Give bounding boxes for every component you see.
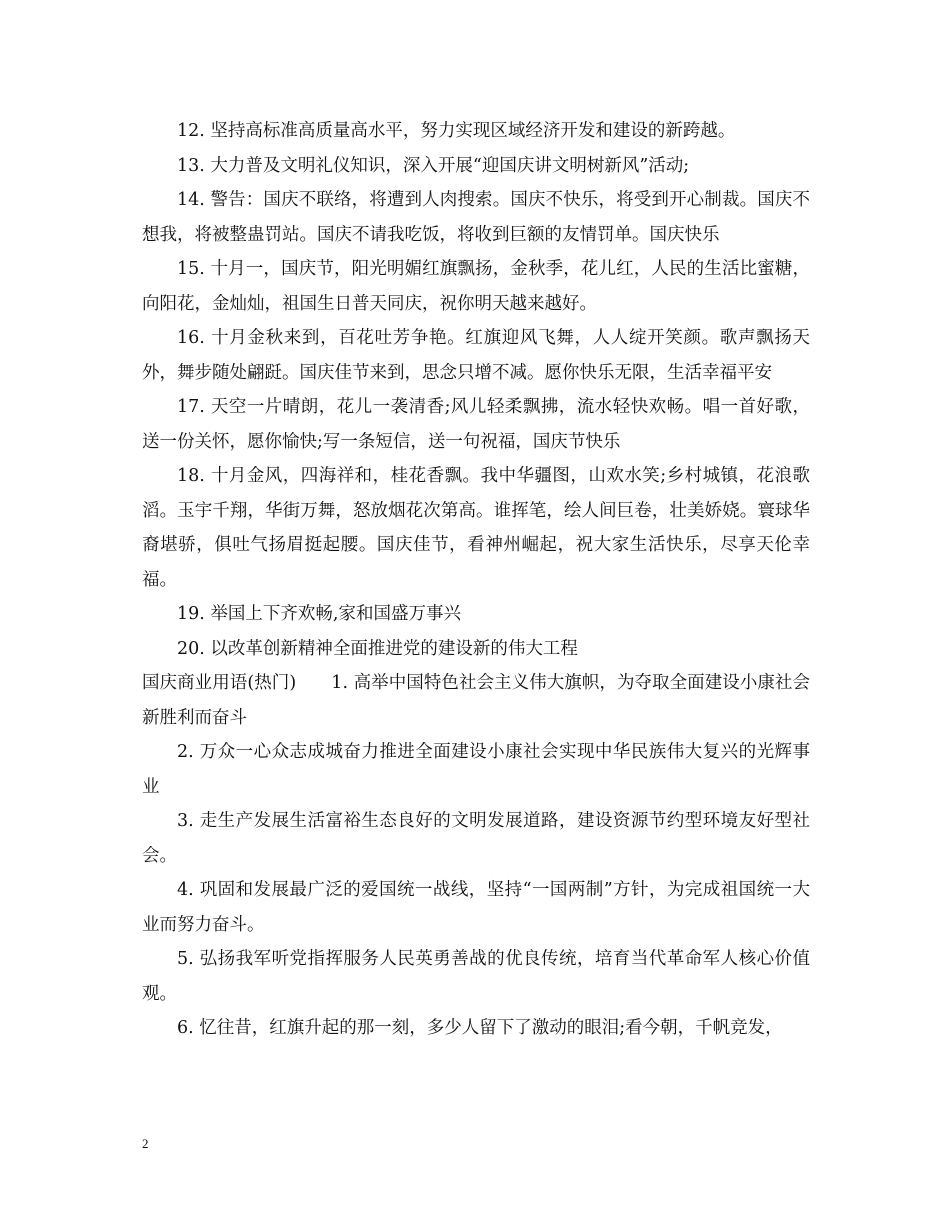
paragraph-item-19: 19. 举国上下齐欢畅,家和国盛万事兴 (177, 604, 461, 624)
paragraph-item-20: 20. 以改革创新精神全面推进党的建设新的伟大工程 (177, 638, 578, 659)
paragraph-item-18: 18. 十月金风，四海祥和，桂花香飘。我中华疆图，山欢水笑;乡村城镇，花浪歌滔。玉宇千翔，华街万舞，怒放烟花次第高。谁挥笔，绘人间巨卷，壮美娇娆。寰球华裔堪骄，俱吐气扬眉挺起腰。国庆佳节，看神州崛起，祝大家生活快乐，尽享天伦幸福。 (142, 466, 810, 590)
paragraph-item-17: 17. 天空一片晴朗，花儿一袭清香;风儿轻柔飘拂，流水轻快欢畅。唱一首好歌，送一份关怀，愿你愉快;写一条短信，送一句祝福，国庆节快乐 (142, 397, 810, 452)
page-number: 2 (142, 1136, 149, 1151)
paragraph-item-3: 3. 走生产发展生活富裕生态良好的文明发展道路，建设资源节约型环境友好型社会。 (142, 811, 810, 866)
paragraph-item-12: 12. 坚持高标准高质量高水平，努力实现区域经济开发和建设的新跨越。 (177, 121, 736, 141)
document-body (142, 114, 810, 1046)
paragraph-item-13: 13. 大力普及文明礼仪知识，深入开展“迎国庆讲文明树新风”活动; (177, 155, 690, 176)
section-heading-with-item-1: 国庆商业用语(热门) 1. 高举中国特色社会主义伟大旗帜，为夺取全面建设小康社会新胜利而奋斗 (142, 673, 810, 728)
paragraph-item-2: 2. 万众一心众志成城奋力推进全面建设小康社会实现中华民族伟大复兴的光辉事业 (142, 742, 810, 797)
paragraph-item-15: 15. 十月一，国庆节，阳光明媚红旗飘扬，金秋季，花儿红，人民的生活比蜜糖，向阳花，金灿灿，祖国生日普天同庆，祝你明天越来越好。 (142, 259, 810, 314)
paragraph-item-5: 5. 弘扬我军听党指挥服务人民英勇善战的优良传统，培育当代革命军人核心价值观。 (142, 949, 810, 1004)
paragraph-item-14: 14. 警告：国庆不联络，将遭到人肉搜索。国庆不快乐，将受到开心制裁。国庆不想我，将被整蛊罚站。国庆不请我吃饭，将收到巨额的友情罚单。国庆快乐 (142, 190, 810, 245)
paragraph-item-6: 6. 忆往昔，红旗升起的那一刻，多少人留下了激动的眼泪;看今朝，千帆竞发， (177, 1018, 783, 1038)
paragraph-item-4: 4. 巩固和发展最广泛的爱国统一战线，坚持“一国两制”方针，为完成祖国统一大业而努力奋斗。 (142, 880, 810, 935)
paragraph-item-16: 16. 十月金秋来到，百花吐芳争艳。红旗迎风飞舞，人人绽开笑颜。歌声飘扬天外，舞步随处翩跹。国庆佳节来到，思念只增不减。愿你快乐无限，生活幸福平安 (142, 328, 810, 383)
